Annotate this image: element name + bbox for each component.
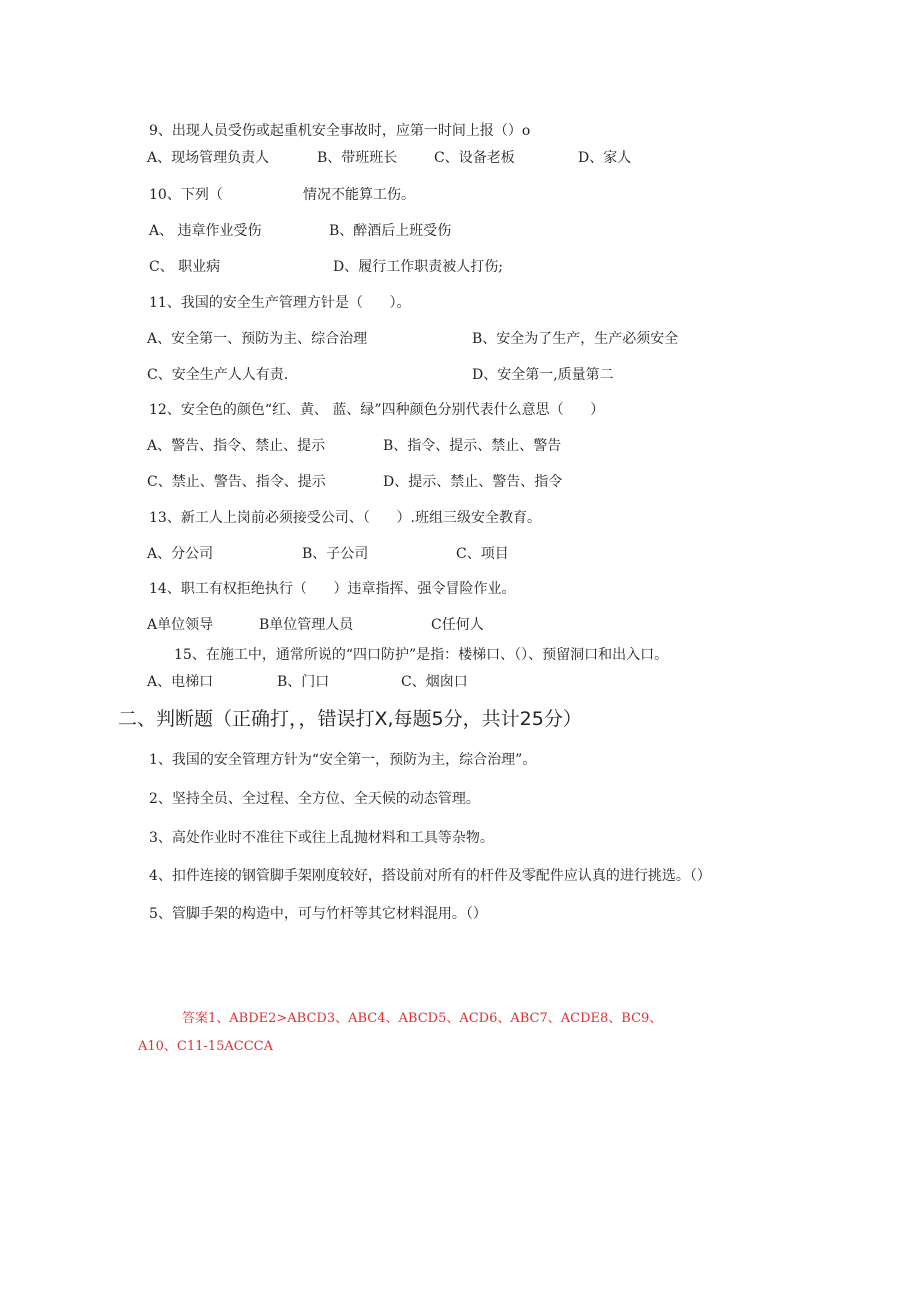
q12-option-a: A、警告、指令、禁止、提示	[147, 438, 326, 454]
q11-option-c: C、安全生产人人有责.	[147, 367, 289, 383]
answer-line-1: 答案1、ABDE2>ABCD3、ABC4、ABCD5、ACD6、ABC7、ACDE8、BC9、	[182, 1011, 663, 1026]
tf-item-4: 4、扣件连接的钢管脚手架刚度较好，搭设前对所有的杆件及零配件应认真的进行挑选。（）	[149, 868, 711, 884]
q15-option-c: C、烟囱口	[401, 674, 468, 690]
q14-option-b: B单位管理人员	[259, 617, 354, 633]
q10-stem-post: 情况不能算工伤。	[303, 187, 415, 203]
tf-item-1: 1、我国的安全管理方针为“安全第一，预防为主，综合治理”。	[149, 752, 537, 768]
q15-option-b: B、门口	[277, 674, 330, 690]
q14-stem: 14、职工有权拒绝执行（ ）违章指挥、强令冒险作业。	[149, 581, 516, 597]
q13-stem: 13、新工人上岗前必须接受公司、（ ）.班组三级安全教育。	[149, 510, 541, 526]
q13-option-a: A、分公司	[147, 546, 214, 562]
q14-option-c: C任何人	[431, 617, 484, 633]
q12-option-b: B、指令、提示、禁止、警告	[383, 438, 562, 454]
q9-option-b: B、带班班长	[317, 150, 398, 166]
q11-option-b: B、安全为了生产，生产必须安全	[472, 331, 679, 347]
section2-title: 二、判断题（正确打，，错误打X,每题5分，共计25分）	[118, 708, 582, 730]
tf-item-2: 2、坚持全员、全过程、全方位、全天候的动态管理。	[149, 791, 480, 807]
tf-item-5: 5、管脚手架的构造中，可与竹杆等其它材料混用。（）	[149, 906, 487, 922]
q12-stem: 12、安全色的颜色“红、黄、 蓝、绿”四种颜色分别代表什么意思（ ）	[149, 402, 605, 418]
q12-option-d: D、提示、禁止、警告、指令	[383, 474, 563, 490]
answer-line-2: A10、C11-15ACCCA	[138, 1039, 273, 1054]
q9-stem: 9、出现人员受伤或起重机安全事故时，应第一时间上报（）o	[149, 123, 531, 139]
q15-option-a: A、电梯口	[147, 674, 214, 690]
q13-option-c: C、项目	[456, 546, 509, 562]
q15-stem: 15、在施工中，通常所说的“四口防护”是指：楼梯口、（）、预留洞口和出入口。	[174, 647, 669, 663]
q10-option-b: B、醉酒后上班受伤	[329, 223, 452, 239]
q10-option-d: D、履行工作职责被人打伤;	[333, 259, 503, 275]
q11-option-d: D、安全第一,质量第二	[472, 367, 614, 383]
q13-option-b: B、子公司	[302, 546, 369, 562]
q9-option-d: D、家人	[578, 150, 632, 166]
q9-option-c: C、设备老板	[434, 150, 515, 166]
q12-option-c: C、禁止、警告、指令、提示	[147, 474, 326, 490]
q10-stem-pre: 10、下列（	[149, 187, 223, 203]
q11-option-a: A、安全第一、预防为主、综合治理	[147, 331, 368, 347]
tf-item-3: 3、高处作业时不准往下或往上乱抛材料和工具等杂物。	[149, 830, 494, 846]
q10-option-c: C、 职业病	[149, 259, 221, 275]
q9-option-a: A、现场管理负责人	[147, 150, 270, 166]
q11-stem: 11、我国的安全生产管理方针是（ ）。	[149, 295, 411, 311]
q14-option-a: A单位领导	[147, 617, 214, 633]
q10-option-a: A、 违章作业受伤	[149, 223, 262, 239]
